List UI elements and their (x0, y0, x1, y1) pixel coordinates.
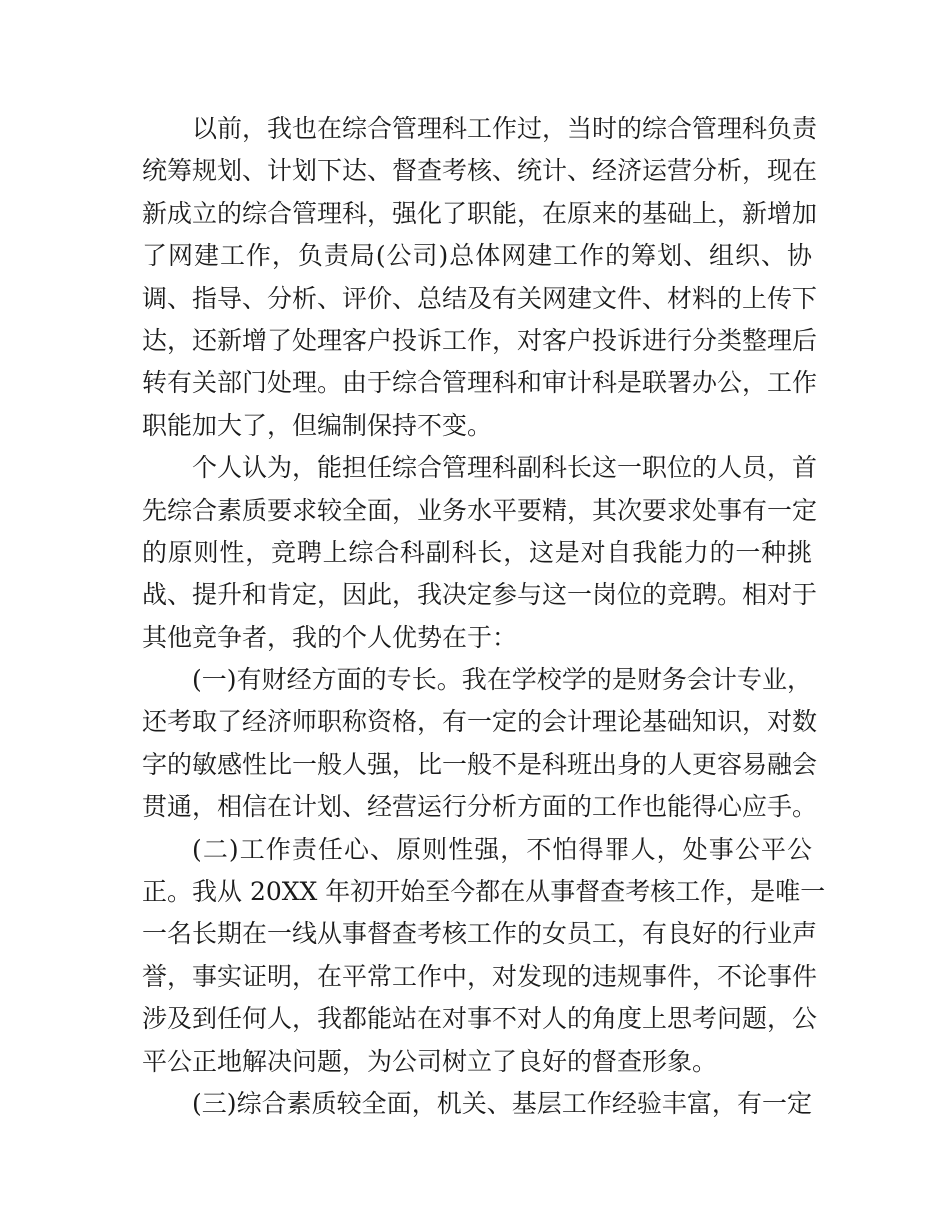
text-line: 先综合素质要求较全面，业务水平要精，其次要求处事有一定 (142, 495, 818, 525)
text-line: (二)工作责任心、原则性强，不怕得罪人，处事公平公 (192, 834, 812, 864)
paragraph-4 (142, 829, 826, 1083)
text-line: 个人认为，能担任综合管理科副科长这一职位的人员，首 (192, 453, 818, 483)
text-line: 战、提升和肯定，因此，我决定参与这一岗位的竞聘。相对于 (142, 580, 818, 610)
text-line: 正。我从 20XX 年初开始至今都在从事督查考核工作，是唯一 (142, 877, 826, 907)
text-line: 贯通，相信在计划、经营运行分析方面的工作也能得心应手。 (142, 792, 818, 822)
text-line: 调、指导、分析、评价、总结及有关网建文件、材料的上传下 (142, 283, 818, 313)
text-line: (三)综合素质较全面，机关、基层工作经验丰富，有一定 (192, 1088, 812, 1118)
text-line: 统筹规划、计划下达、督查考核、统计、经济运营分析，现在 (142, 156, 818, 186)
paragraph-2 (142, 447, 818, 659)
text-line: 职能加大了，但编制保持不变。 (142, 410, 493, 440)
paragraph-5 (142, 1083, 812, 1125)
paragraph-1 (142, 108, 818, 447)
text-line: 还考取了经济师职称资格，有一定的会计理论基础知识，对数 (142, 707, 818, 737)
text-line: 达，还新增了处理客户投诉工作，对客户投诉进行分类整理后 (142, 325, 818, 355)
text-line: 平公正地解决问题，为公司树立了良好的督查形象。 (142, 1046, 718, 1076)
text-line: 了网建工作，负责局(公司)总体网建工作的筹划、组织、协 (142, 241, 812, 271)
text-line: 转有关部门处理。由于综合管理科和审计科是联署办公，工作 (142, 368, 818, 398)
text-line: 其他竞争者，我的个人优势在于： (142, 622, 518, 652)
text-line: 涉及到任何人，我都能站在对事不对人的角度上思考问题，公 (142, 1004, 818, 1034)
text-line: 新成立的综合管理科，强化了职能，在原来的基础上，新增加 (142, 198, 818, 228)
text-line: 一名长期在一线从事督查考核工作的女员工，有良好的行业声 (142, 919, 818, 949)
paragraph-3 (142, 659, 818, 829)
text-line: 的原则性，竞聘上综合科副科长，这是对自我能力的一种挑 (142, 537, 812, 567)
document-body (142, 108, 826, 1125)
text-line: (一)有财经方面的专长。我在学校学的是财务会计专业， (192, 665, 812, 695)
text-line: 字的敏感性比一般人强，比一般不是科班出身的人更容易融会 (142, 749, 818, 779)
text-line: 誉，事实证明，在平常工作中，对发现的违规事件，不论事件 (142, 961, 818, 991)
text-line: 以前，我也在综合管理科工作过，当时的综合管理科负责 (192, 114, 818, 143)
